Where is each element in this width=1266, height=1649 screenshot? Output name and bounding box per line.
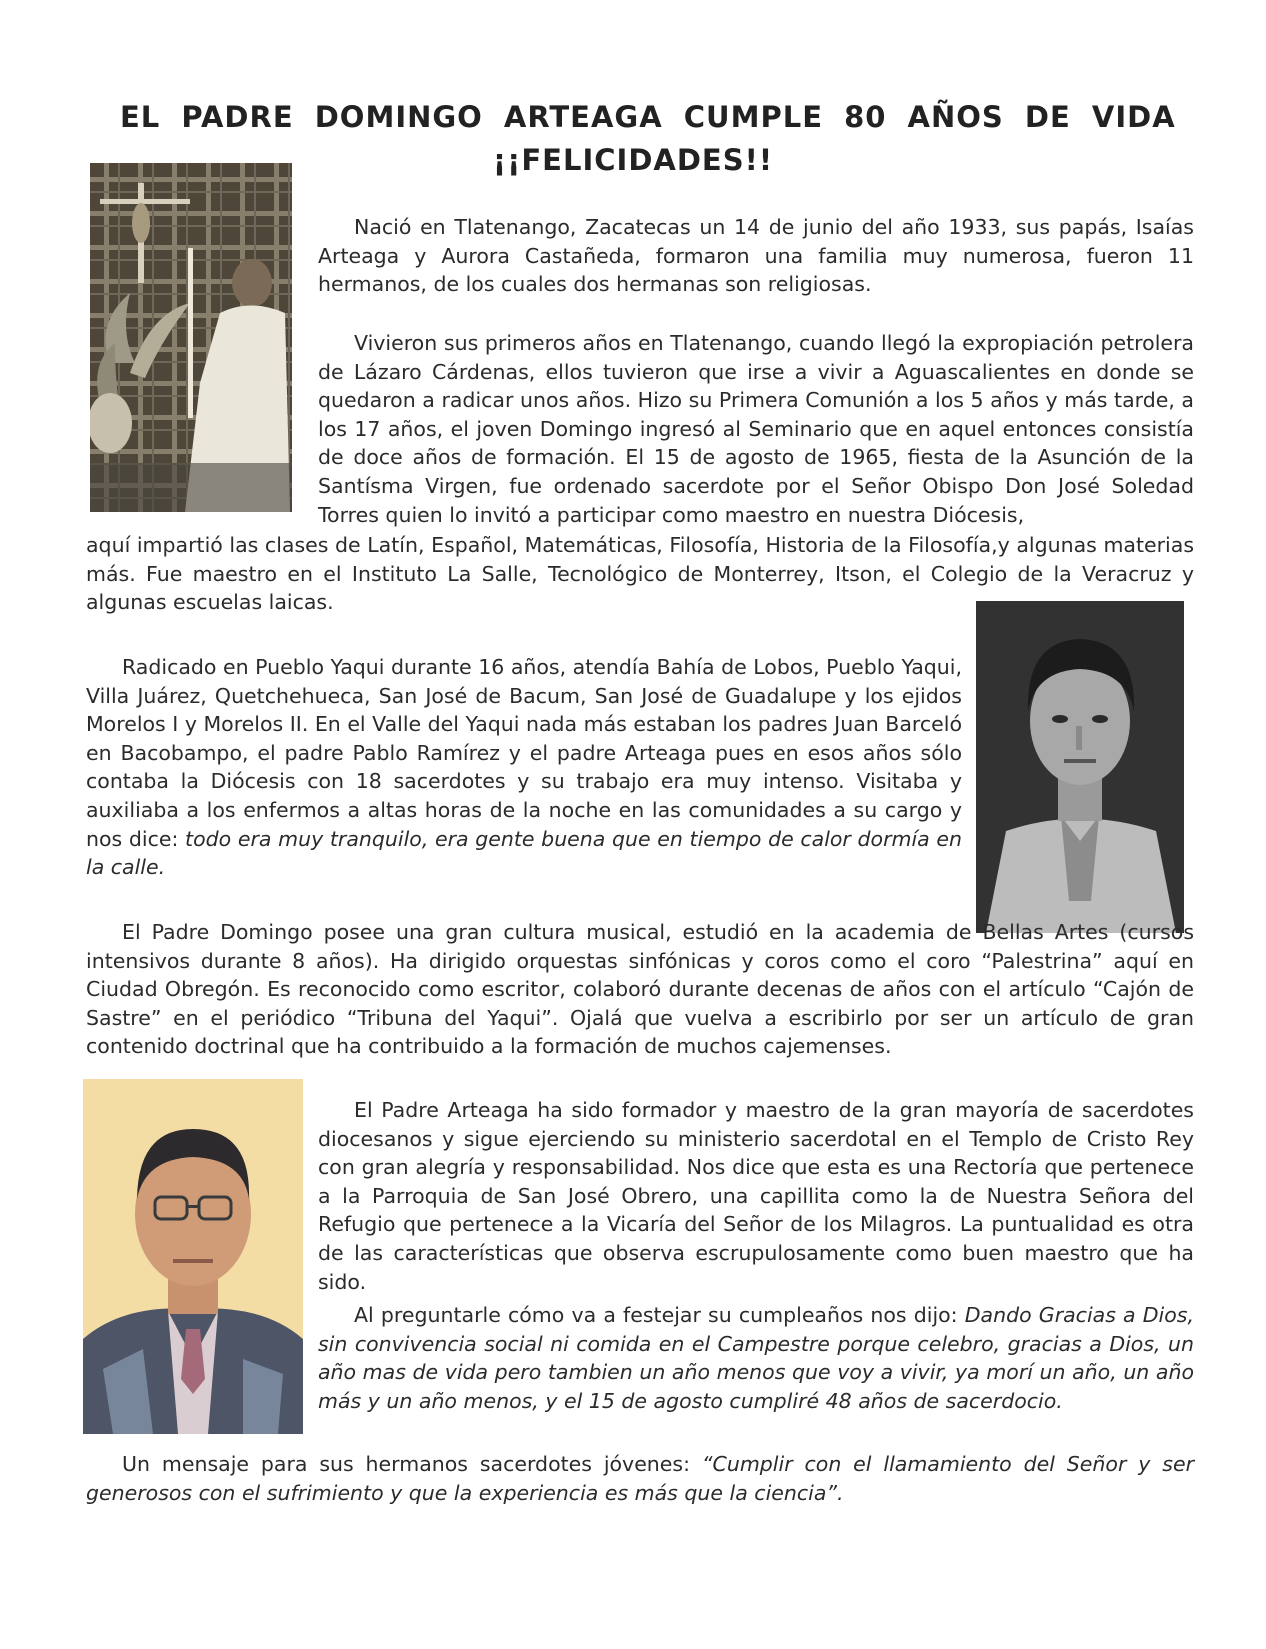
article-title: EL PADRE DOMINGO ARTEAGA CUMPLE 80 AÑOS DE VIDA bbox=[120, 100, 1176, 134]
quote-message: “Cumplir con el llamamiento del Señor y ser generosos con el sufrimiento y que la experiencia es más que la ciencia”. bbox=[86, 1452, 1194, 1505]
photo-young-portrait bbox=[976, 601, 1184, 933]
paragraph-music: El Padre Domingo posee una gran cultura musical, estudió en la academia de Bellas Artes (cursos intensivos durante 8 años). Ha dirigido orquestas sinfónicas y coros como el coro “Palestrina” aquí en Ciudad Obregón. Es reconocido como escritor, colaboró durante decenas de años con el artículo “Cajón de Sastre” en el periódico “Tribuna del Yaqui”. Ojalá que vuelva a escribirlo por ser un artículo de gran contenido doctrinal que ha contribuido a la formación de muchos cajemenses. bbox=[86, 920, 1194, 1059]
paragraph-pueblo-yaqui: Radicado en Pueblo Yaqui durante 16 años, atendía Bahía de Lobos, Pueblo Yaqui, Villa Juárez, Quetchehueca, San José de Bacum, San José de Guadalupe y los ejidos Morelos I y Morelos II. En el Valle del Yaqui nada más estaban los padres Juan Barceló en Bacobampo, el padre Pablo Ramírez y el padre Arteaga pues en esos años sólo contaba la Diócesis con 18 sacerdotes y su trabajo era muy intenso. Visitaba y auxiliaba a los enfermos a altas horas de la noche en las comunidades a su cargo y nos dice: todo era muy tranquilo, era gente buena que en tiempo de calor dormía en la calle. bbox=[86, 655, 962, 880]
paragraph-ministry: El Padre Arteaga ha sido formador y maestro de la gran mayoría de sacerdotes diocesanos y sigue ejerciendo su ministerio sacerdotal en el Templo de Cristo Rey con gran alegría y responsabilidad. Nos dice que esta es una Rectoría que pertenece a la Parroquia de San José Obrero, una capillita como la de Nuestra Señora del Refugio que pertenece a la Vicaría del Señor de los Milagros. La puntualidad es otra de las características que observa escrupulosamente como buen maestro que ha sido. bbox=[318, 1098, 1194, 1294]
photo-elder-portrait bbox=[83, 1079, 303, 1434]
paragraph-message: Un mensaje para sus hermanos sacerdotes jóvenes: “Cumplir con el llamamiento del Señor y ser generosos con el sufrimiento y que la experiencia es más que la ciencia”. bbox=[86, 1452, 1194, 1505]
photo-first-communion bbox=[90, 163, 292, 512]
quote-birthday: Dando Gracias a Dios, sin convivencia social ni comida en el Campestre porque celebro, gracias a Dios, un año mas de vida pero tambien un año menos que voy a vivir, ya morí un año, un año más y un año menos, y el 15 de agosto cumpliré 48 años de sacerdocio. bbox=[318, 1303, 1194, 1413]
quote-tranquilo: todo era muy tranquilo, era gente buena que en tiempo de calor dormía en la calle. bbox=[86, 826, 962, 880]
article-subtitle: ¡¡FELICIDADES!! bbox=[492, 143, 774, 177]
paragraph-teaching: aquí impartió las clases de Latín, Español, Matemáticas, Filosofía, Historia de la Filosofía,y algunas materias más. Fue maestro en el Instituto La Salle, Tecnológico de Monterrey, Itson, el Colegio de la Veracruz y algunas escuelas laicas. bbox=[86, 533, 1194, 615]
paragraph-birth: Nació en Tlatenango, Zacatecas un 14 de junio del año 1933, sus papás, Isaías Arteaga y Aurora Castañeda, formaron una familia muy numerosa, fueron 11 hermanos, de los cuales dos hermanas son religiosas. bbox=[318, 215, 1194, 297]
paragraph-birthday: Al preguntarle cómo va a festejar su cumpleaños nos dijo: Dando Gracias a Dios, sin convivencia social ni comida en el Campestre porque celebro, gracias a Dios, un año mas de vida pero tambien un año menos que voy a vivir, ya morí un año, un año más y un año menos, y el 15 de agosto cumpliré 48 años de sacerdocio. bbox=[318, 1303, 1194, 1413]
paragraph-early-years: Vivieron sus primeros años en Tlatenango, cuando llegó la expropiación petrolera de Lázaro Cárdenas, ellos tuvieron que irse a vivir a Aguascalientes en donde se quedaron a radicar unos años. Hizo su Primera Comunión a los 5 años y más tarde, a los 17 años, el joven Domingo ingresó al Seminario que en aquel entonces consistía de doce años de formación. El 15 de agosto de 1965, fiesta de la Asunción de la Santísma Virgen, fue ordenado sacerdote por el Señor Obispo Don José Soledad Torres quien lo invitó a participar como maestro en nuestra Diócesis, bbox=[318, 331, 1194, 527]
